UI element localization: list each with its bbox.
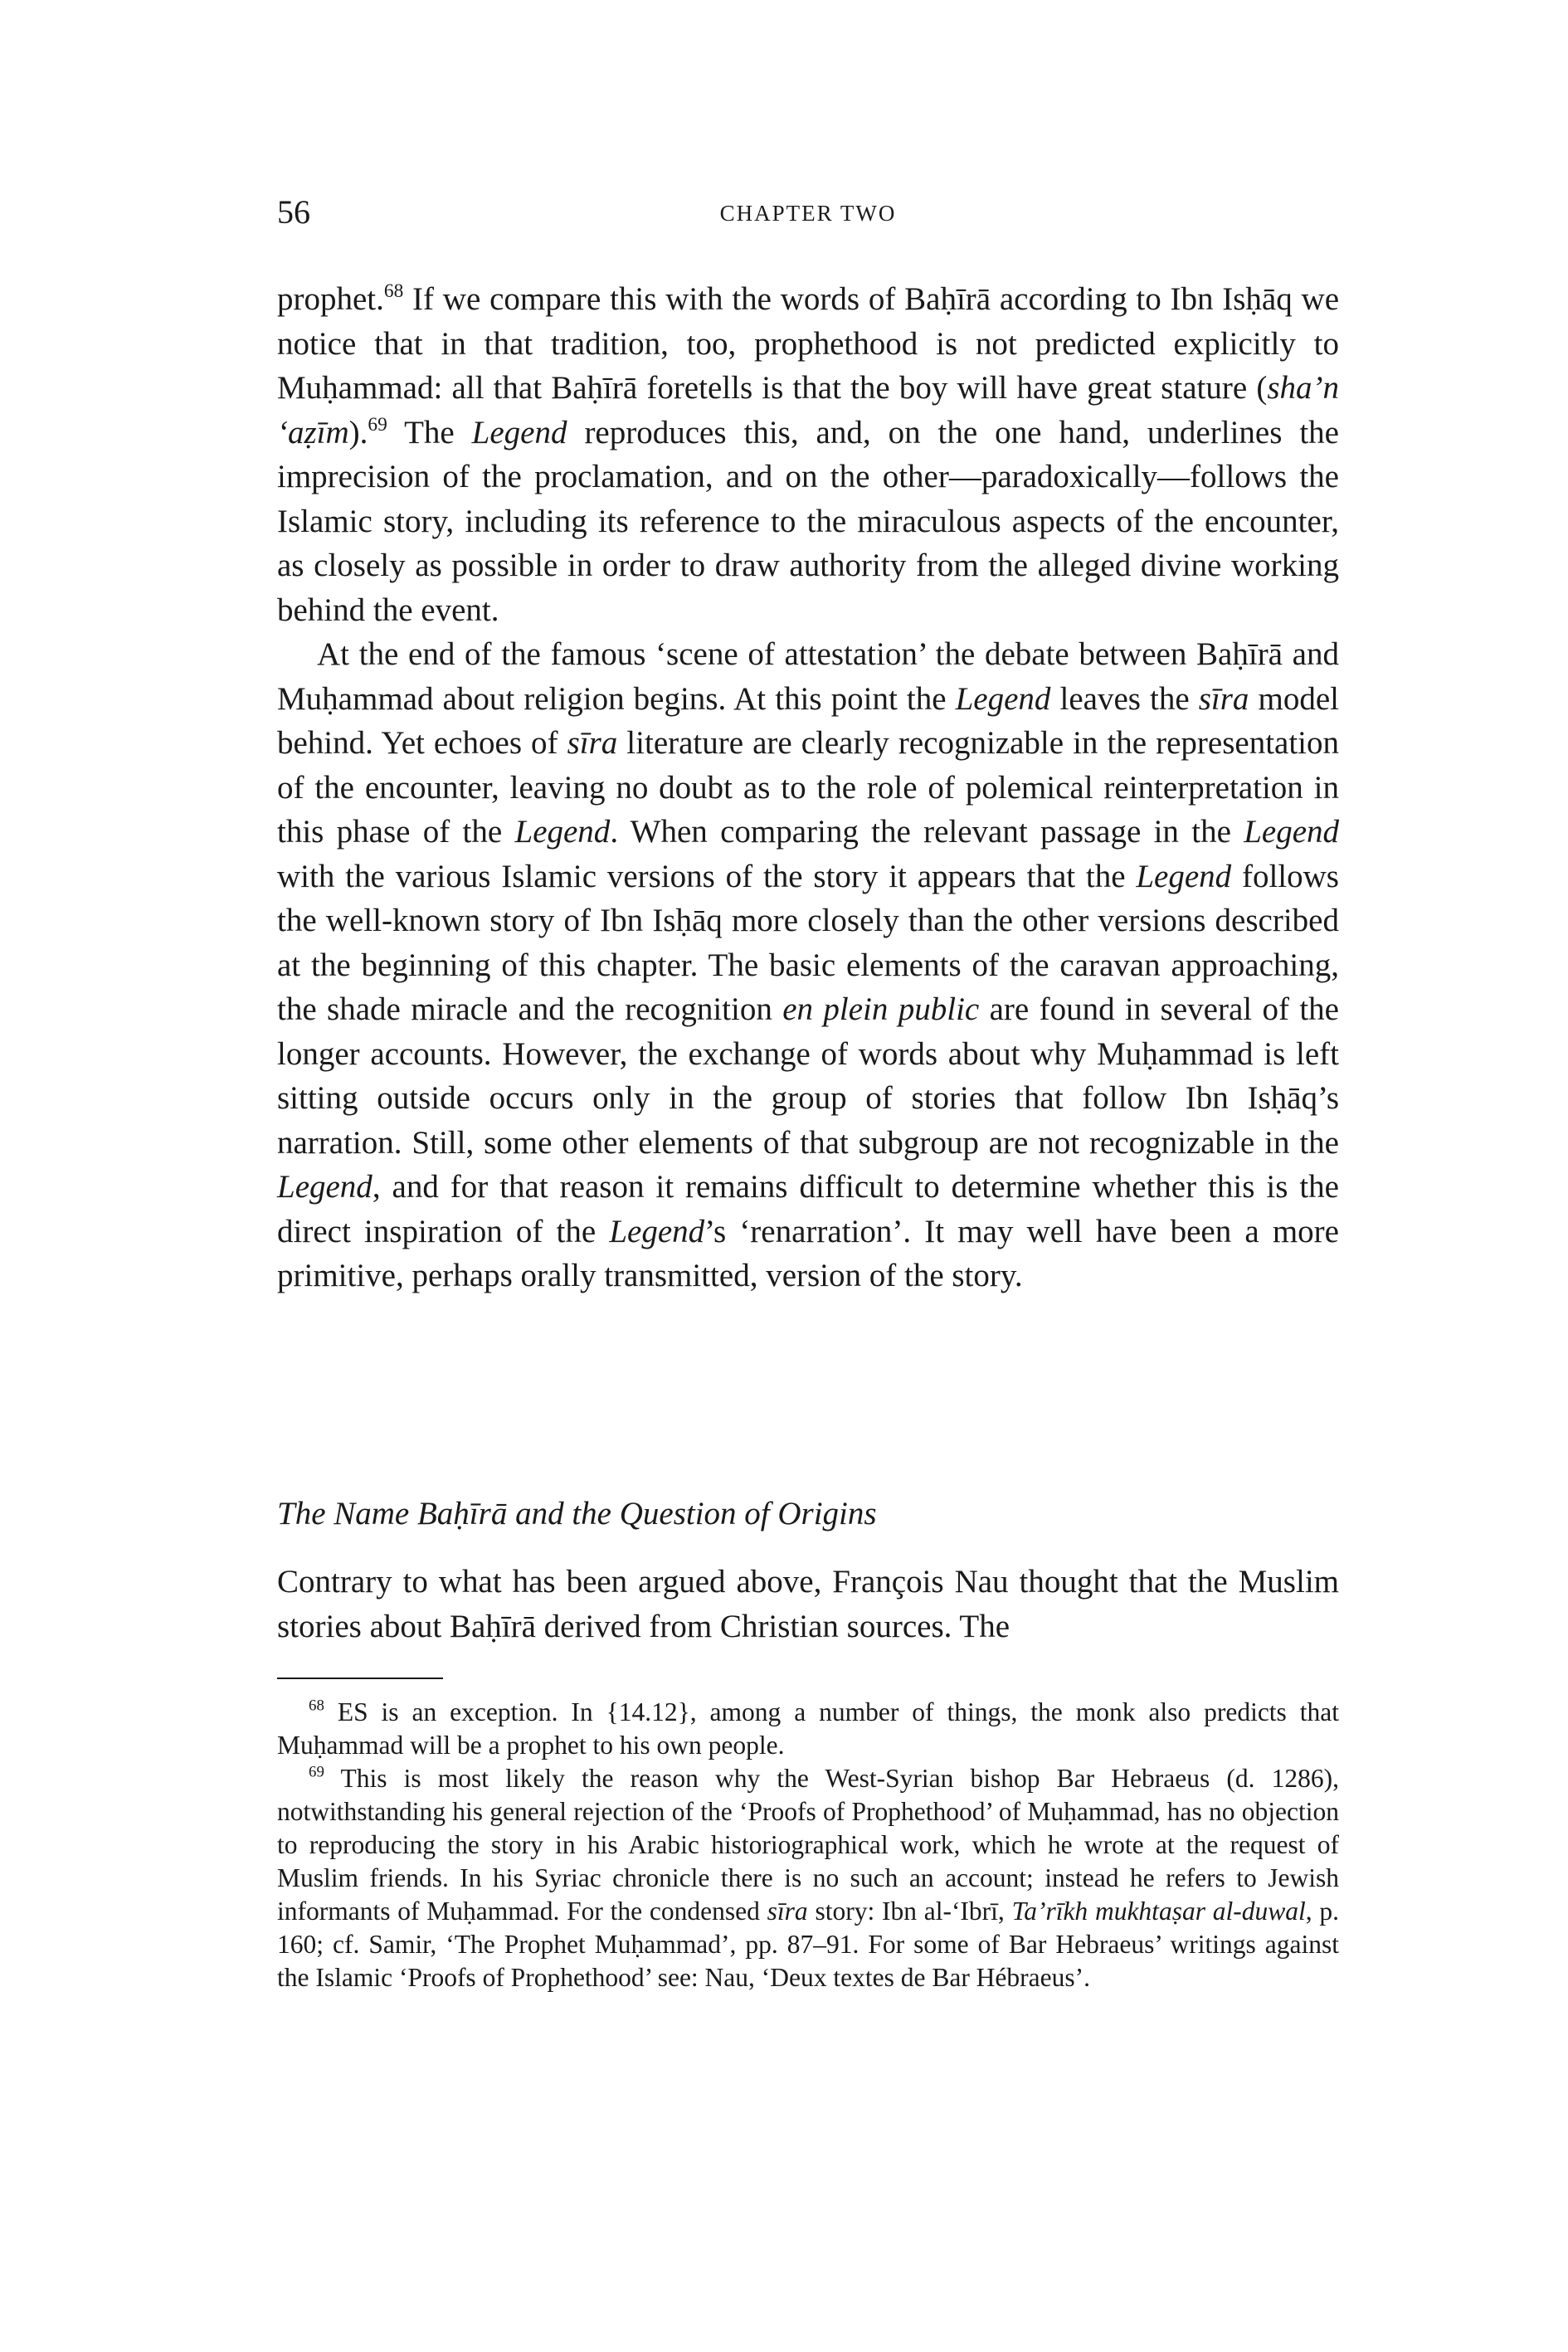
footnote-69 (277, 1762, 1339, 1994)
text-run: The (387, 414, 472, 450)
italic-term: en plein public (782, 991, 980, 1027)
text-run: . When comparing the relevant passage in the (610, 814, 1244, 850)
text-run: prophet. (277, 281, 384, 317)
text-run: ’s ‘renarration’. It may well have been a more primitive, perhaps orally transmitted, version of the story. (277, 1213, 1339, 1293)
running-head: CHAPTER TWO (719, 201, 897, 226)
italic-term: Legend (609, 1213, 705, 1249)
footnotes (277, 1696, 1339, 1994)
footnote-number: 69 (309, 1763, 324, 1781)
italic-term: Legend (277, 1169, 373, 1205)
text-run: At the end of the famous ‘scene of attestation’ the debate between Baḥīrā and Muḥammad about religion begins. At this point the (277, 636, 1339, 717)
text-run: are found in several of the longer accounts. However, the exchange of words about why Muḥammad is left sitting outside occurs only in the group of stories that follow Ibn Isḥāq’s narration. Still, some other elements of that subgroup are not recognizable in the (277, 991, 1339, 1161)
paragraph: Contrary to what has been argued above, François Nau thought that the Muslim stories about Baḥīrā derived from Christian sources. The (277, 1564, 1339, 1644)
page-header (277, 192, 1339, 242)
italic-term: Legend (955, 680, 1051, 717)
footnote-rule (277, 1678, 443, 1679)
section-heading: The Name Baḥīrā and the Question of Origins (277, 1496, 877, 1531)
text-run: ). (348, 414, 368, 450)
text-run: literature are clearly recognizable in the representation of the encounter, leaving no doubt as to the role of polemical reinterpretation in this phase of the (277, 725, 1340, 850)
text-run: reproduces this, and, on the one hand, underlines the imprecision of the proclamation, and on the other—paradoxically—follows the Islamic story, including its reference to the miraculous aspects of the encounter, as closely as possible in order to draw authority from the alleged divine working behind the event. (277, 414, 1339, 628)
main-text-continued (277, 1560, 1339, 1648)
text-run: follows the well-known story of Ibn Isḥāq more closely than the other versions described at the beginning of this chapter. The basic elements of the caravan approaching, the shade miracle and the recognition (277, 858, 1339, 1027)
footnote-text: ES is an exception. In {14.12}, among a number of things, the monk also predicts that Muḥammad will be a prophet to his own people. (277, 1697, 1339, 1760)
italic-title: Ta’rīkh mukhtaṣar al-duwal (1011, 1897, 1306, 1926)
italic-term: Legend (471, 414, 567, 450)
footnote-text: This is most likely the reason why the West-Syrian bishop Bar Hebraeus (d. 1286), notwithstanding his general rejection of the ‘Proofs of Prophethood’ of Muḥammad, has no objection to reproducing the story in his Arabic historiographical work, which he wrote at the request of Muslim friends. In his Syriac chronicle there is no such an account; instead he refers to Jewish informants of Muḥammad. For the condensed (277, 1764, 1339, 1926)
text-run: leaves the (1050, 680, 1199, 717)
main-text (277, 277, 1339, 1298)
footnote-text: , p. 160; cf. Samir, ‘The Prophet Muḥammad’, pp. 87–91. For some of Bar Hebraeus’ writings against the Islamic ‘Proofs of Prophethood’ see: Nau, ‘Deux textes de Bar Hébraeus’. (277, 1897, 1340, 1992)
paragraph (277, 277, 1339, 632)
italic-term: sha’n ‘aẓīm (277, 370, 1339, 450)
paragraph (277, 632, 1339, 1298)
page-number: 56 (277, 193, 310, 231)
italic-term: sīra (767, 1897, 808, 1926)
italic-term: Legend (1136, 858, 1232, 894)
footnote-number: 68 (309, 1697, 324, 1715)
italic-term: sīra (1198, 680, 1249, 717)
footnote-text: story: Ibn al-‘Ibrī, (807, 1897, 1012, 1926)
text-run: model behind. Yet echoes of (277, 680, 1339, 761)
italic-term: Legend (1244, 814, 1339, 850)
italic-term: Legend (514, 814, 611, 850)
footnote-68 (277, 1696, 1339, 1762)
text-run: , and for that reason it remains difficult to determine whether this is the direct inspiration of the (277, 1169, 1339, 1249)
footnote-ref-68[interactable]: 68 (383, 280, 404, 302)
text-run: with the various Islamic versions of the story it appears that the (277, 858, 1137, 894)
italic-term: sīra (567, 725, 618, 761)
footnote-ref-69[interactable]: 69 (368, 413, 387, 436)
text-run: If we compare this with the words of Baḥīrā according to Ibn Isḥāq we notice that in that tradition, too, prophethood is not predicted explicitly to Muḥammad: all that Baḥīrā foretells is that the boy will have great stature ( (277, 281, 1339, 406)
